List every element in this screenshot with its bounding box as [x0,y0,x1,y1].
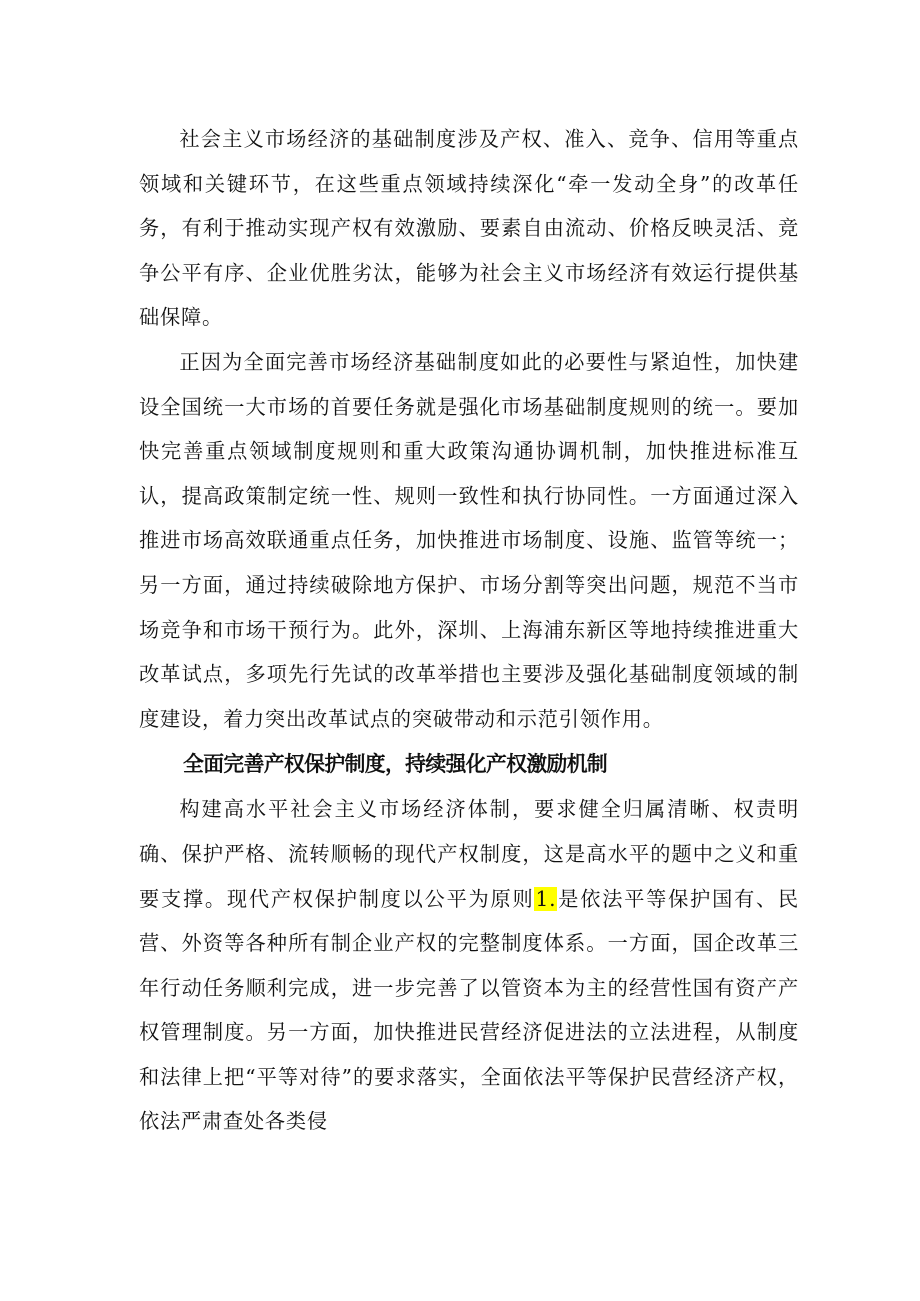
paragraph-property-rights-text-before: 构建高水平社会主义市场经济体制，要求健全归属清晰、权责明确、保护严格、流转顺畅的现代产权制度，这是高水平的题中之义和重要支撑。现代产权保护制度以公平为原则 [139,797,799,911]
section-heading: 全面完善产权保护制度，持续强化产权激励机制 [183,752,608,777]
paragraph-property-rights [139,787,799,1144]
paragraph-market-economy-foundation: 社会主义市场经济的基础制度涉及产权、准入、竞争、信用等重点领域和关键环节，在这些重点领域持续深化“牵一发动全身”的改革任务，有利于推动实现产权有效激励、要素自由流动、价格反映灵活、竞争公平有序、企业优胜劣汰，能够为社会主义市场经济有效运行提供基础保障。 [139,127,799,330]
highlighted-marker: 1. [535,886,557,911]
paragraph-property-rights-text-after: 是依法平等保护国有、民营、外资等各种所有制企业产权的完整制度体系。一方面，国企改革三年行动任务顺利完成，进一步完善了以管资本为主的经营性国有资产产权管理制度。另一方面，加快推进民营经济促进法的立法进程，从制度和法律上把“平等对待”的要求落实，全面依法平等保护民营经济产权，依法严肃查处各类侵 [139,886,799,1134]
document-body [139,117,799,1144]
paragraph-unified-market: 正因为全面完善市场经济基础制度如此的必要性与紧迫性，加快建设全国统一大市场的首要任务就是强化市场基础制度规则的统一。要加快完善重点领域制度规则和重大政策沟通协调机制，加快推进标准互认，提高政策制定统一性、规则一致性和执行协同性。一方面通过深入推进市场高效联通重点任务，加快推进市场制度、设施、监管等统一；另一方面，通过持续破除地方保护、市场分割等突出问题，规范不当市场竞争和市场干预行为。此外，深圳、上海浦东新区等地持续推进重大改革试点，多项先行先试的改革举措也主要涉及强化基础制度领域的制度建设，着力突出改革试点的突破带动和示范引领作用。 [139,349,799,731]
